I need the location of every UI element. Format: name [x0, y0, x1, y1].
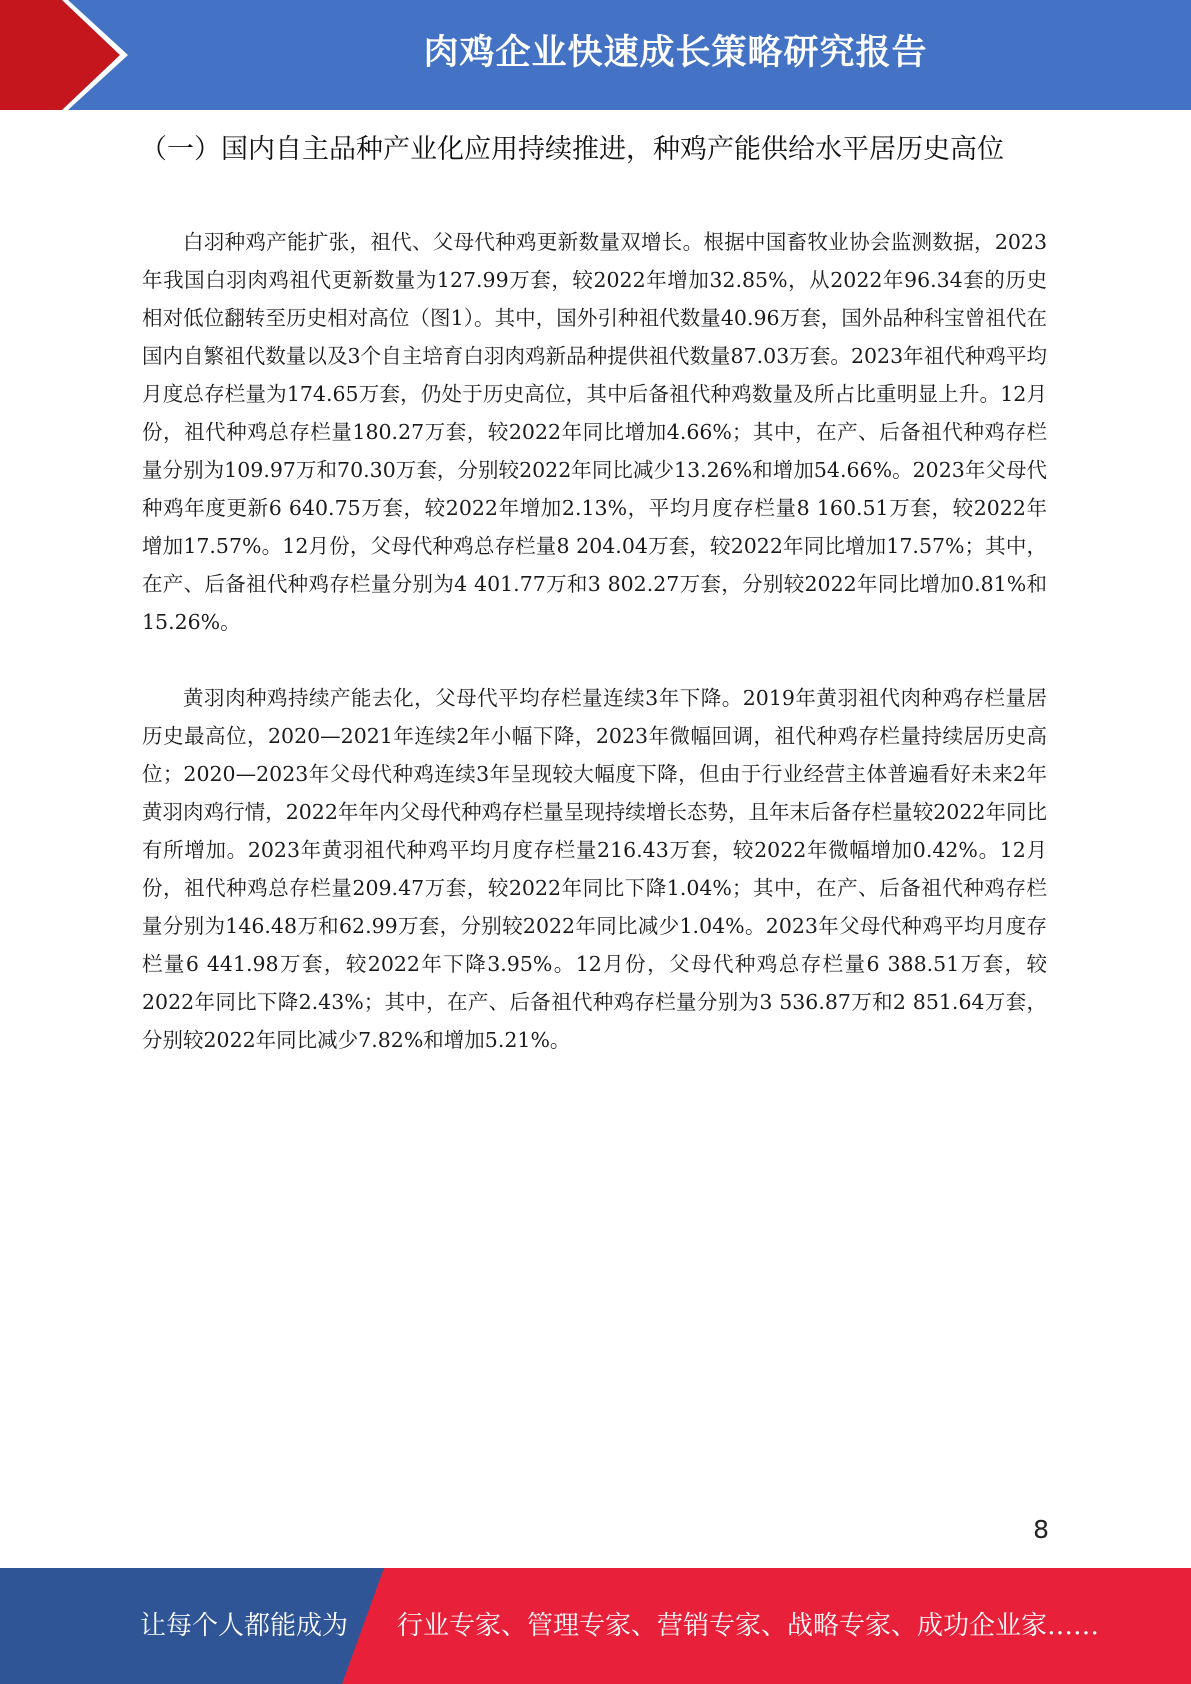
footer-slogan-right: 行业专家、管理专家、营销专家、战略专家、成功企业家…… — [397, 1611, 1100, 1641]
report-title: 肉鸡企业快速成长策略研究报告 — [423, 33, 928, 73]
section-heading: （一）国内自主品种产业化应用持续推进，种鸡产能供给水平居历史高位 — [140, 134, 1004, 165]
body-paragraph: 黄羽肉种鸡持续产能去化，父母代平均存栏量连续3年下降。2019年黄羽祖代肉种鸡存栏量居历史最高位，2020—2021年连续2年小幅下降，2023年微幅回调，祖代种鸡存栏量持续居历史高位；2020—2023年父母代种鸡连续3年呈现较大幅度下降，但由于行业经营主体普遍看好未来2年黄羽肉鸡行情，2022年年内父母代种鸡存栏量呈现持续增长态势，且年末后备存栏量较2022年同比有所增加。2023年黄羽祖代种鸡平均月度存栏量216.43万套，较2022年微幅增加0.42%。12月份，祖代种鸡总存栏量209.47万套，较2022年同比下降1.04%；其中，在产、后备祖代种鸡存栏量分别为146.48万和62.99万套，分别较2022年同比减少1.04%。2023年父母代种鸡平均月度存栏量6 441.98万套，较2022年下降3.95%。12月份，父母代种鸡总存栏量6 388.51万套，较2022年同比下降2.43%；其中，在产、后备祖代种鸡存栏量分别为3 536.87万和2 851.64万套，分别较2022年同比减少7.82%和增加5.21%。 — [142, 686, 1047, 1052]
header-banner — [0, 0, 1191, 110]
footer-banner — [0, 1568, 1191, 1684]
footer-slogan-left: 让每个人都能成为 — [140, 1611, 349, 1641]
page-number: 8 — [1033, 1515, 1049, 1544]
body-paragraph: 白羽种鸡产能扩张，祖代、父母代种鸡更新数量双增长。根据中国畜牧业协会监测数据，2023年我国白羽肉鸡祖代更新数量为127.99万套，较2022年增加32.85%，从2022年96.34套的历史相对低位翻转至历史相对高位（图1）。其中，国外引种祖代数量40.96万套，国外品种科宝曾祖代在国内自繁祖代数量以及3个自主培育白羽肉鸡新品种提供祖代数量87.03万套。2023年祖代种鸡平均月度总存栏量为174.65万套，仍处于历史高位，其中后备祖代种鸡数量及所占比重明显上升。12月份，祖代种鸡总存栏量180.27万套，较2022年同比增加4.66%；其中，在产、后备祖代种鸡存栏量分别为109.97万和70.30万套，分别较2022年同比减少13.26%和增加54.66%。2023年父母代种鸡年度更新6 640.75万套，较2022年增加2.13%，平均月度存栏量8 160.51万套，较2022年增加17.57%。12月份，父母代种鸡总存栏量8 204.04万套，较2022年同比增加17.57%；其中，在产、后备祖代种鸡存栏量分别为4 401.77万和3 802.27万套，分别较2022年同比增加0.81%和15.26%。 — [142, 230, 1047, 634]
chevron-arrow-icon — [0, 0, 160, 110]
